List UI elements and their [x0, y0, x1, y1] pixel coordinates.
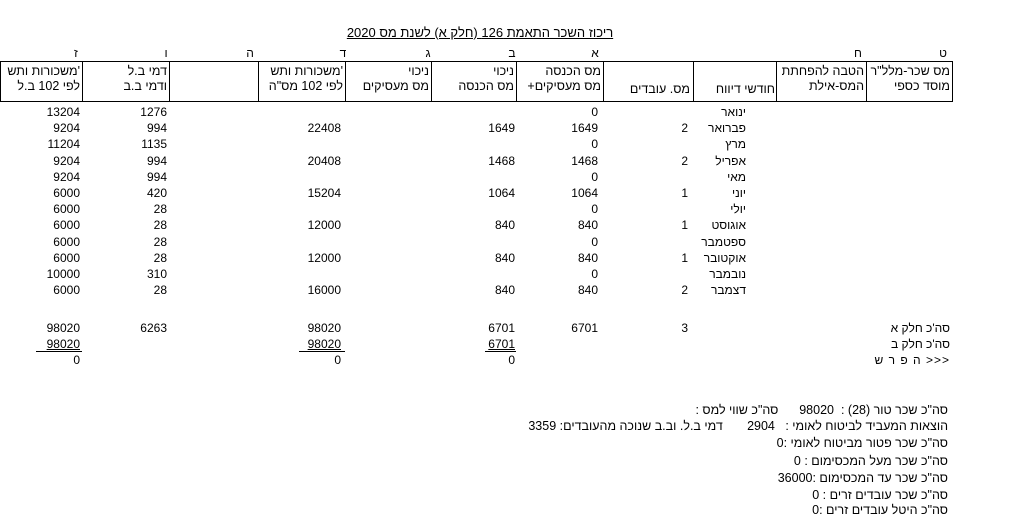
row-alef: 1468 [571, 153, 598, 168]
total-part-b-dalet: 98020 [307, 337, 341, 351]
row-employees: 2 [681, 153, 688, 168]
total-part-b-label: סה'כ חלק ב [890, 337, 950, 351]
row-alef: 1064 [571, 186, 598, 200]
row-vav: 1135 [141, 137, 167, 152]
row-alef: 0 [591, 267, 598, 281]
row-alef: 0 [591, 105, 598, 119]
row-alef: 0 [591, 202, 598, 217]
header-divider [345, 61, 346, 102]
footer-exempt-wages: סה"כ שכר פטור מביטוח לאומי :0 [776, 436, 948, 450]
row-bet: 840 [494, 283, 515, 298]
header-divider [952, 61, 953, 102]
col-letter-alef: א [591, 46, 599, 60]
header-divider [431, 61, 432, 102]
row-month: אוקטובר [703, 250, 746, 265]
row-zayin: 9204 [53, 169, 80, 184]
difference-label: ה פ ר ש >>> [874, 353, 950, 367]
row-alef: 840 [577, 283, 598, 298]
row-employees: 1 [681, 186, 688, 200]
row-bet: 1468 [488, 153, 515, 168]
total-part-b-zayin: 98020 [46, 337, 80, 351]
header-gimel: ניכוי מס מעסיקים [362, 64, 429, 93]
total-part-a-label: סה'כ חלק א [890, 321, 950, 335]
row-vav: 994 [146, 153, 167, 168]
total-part-a-dalet: 98020 [307, 321, 341, 335]
difference-dalet: 0 [334, 353, 341, 367]
row-zayin: 11204 [47, 137, 80, 152]
row-employees: 1 [681, 218, 688, 233]
total-part-a-alef: 6701 [571, 321, 598, 335]
header-months: חודשי דיווח [715, 82, 775, 96]
row-dalet: 22408 [307, 121, 341, 136]
header-zayin: משכורות ותש' לפי 102 ב.ל [7, 64, 80, 93]
col-letter-he: ה [246, 46, 254, 60]
row-alef: 0 [591, 137, 598, 152]
footer-employer-ni-expenses: הוצאות המעביד לביטוח לאומי : 2904 דמי ב.ל. וב.ב שנוכה מהעובדים: 3359 [528, 419, 948, 433]
row-vav: 28 [153, 218, 167, 233]
total-part-a-bet: 6701 [488, 321, 515, 335]
footer-foreign-wages: סה"כ שכר עובדים זרים : 0 [812, 488, 948, 502]
difference-bet: 0 [508, 353, 515, 367]
header-bottom-border [0, 101, 952, 102]
row-dalet: 12000 [307, 250, 341, 265]
header-divider [82, 61, 83, 102]
row-zayin: 10000 [46, 267, 80, 281]
row-month: פברואר [708, 121, 746, 136]
header-bet: ניכוי מס הכנסה [458, 64, 514, 93]
row-vav: 994 [146, 169, 167, 184]
row-alef: 1649 [571, 121, 598, 136]
row-vav: 994 [146, 121, 167, 136]
row-month: מרץ [725, 137, 746, 152]
col-letter-bet: ב [508, 46, 516, 60]
row-zayin: 6000 [53, 202, 80, 217]
row-dalet: 15204 [307, 186, 341, 200]
row-vav: 28 [153, 250, 167, 265]
row-employees: 1 [681, 250, 688, 265]
footer-foreign-levy: סה"כ היטל עובדים זרים :0 [812, 503, 948, 517]
footer-above-max: סה"כ שכר מעל המכסימום : 0 [793, 454, 948, 468]
col-letter-gimel: ג [425, 46, 431, 60]
row-month: אפריל [715, 153, 746, 168]
row-zayin: 6000 [53, 186, 80, 200]
col-letter-dalet: ד [339, 46, 347, 60]
header-divider [776, 61, 777, 102]
row-dalet: 12000 [307, 218, 341, 233]
header-vav: דמי ב.ל ודמי ב.ב [123, 64, 167, 93]
row-month: ספטמבר [701, 234, 746, 249]
header-divider [0, 61, 1, 102]
header-divider [866, 61, 867, 102]
header-top-border [0, 61, 952, 62]
underline [299, 351, 345, 352]
row-bet: 840 [494, 218, 515, 233]
row-dalet: 16000 [307, 283, 341, 298]
row-vav: 28 [153, 234, 167, 249]
total-part-b-bet: 6701 [488, 337, 515, 351]
total-part-a-vav: 6263 [140, 321, 167, 335]
row-dalet: 20408 [307, 153, 341, 168]
col-letter-zayin: ז [74, 46, 78, 60]
report-title: ריכוז השכר התאמת 126 (חלק א) לשנת מס 2020 [346, 25, 614, 40]
col-letter-vav: ו [164, 46, 168, 60]
header-divider [169, 61, 170, 102]
total-part-a-employees: 3 [681, 321, 688, 335]
row-employees: 2 [681, 121, 688, 136]
row-bet: 1064 [488, 186, 515, 200]
difference-zayin: 0 [73, 353, 80, 367]
row-month: מאי [727, 169, 746, 184]
header-alef: מס הכנסה +מס מעסיקים [527, 64, 601, 93]
footer-total-wages-28: סה"כ שכר טור (28) : 98020 סה"כ שווי למס : [695, 403, 948, 417]
total-part-a-zayin: 98020 [46, 321, 80, 335]
col-letter-het: ח [854, 46, 862, 60]
row-month: ינואר [721, 105, 746, 119]
header-divider [516, 61, 517, 102]
row-month: אוגוסט [711, 218, 746, 233]
row-vav: 310 [146, 267, 167, 281]
row-bet: 1649 [488, 121, 515, 136]
row-alef: 0 [591, 234, 598, 249]
header-divider [258, 61, 259, 102]
row-month: יולי [730, 202, 746, 217]
row-vav: 28 [153, 283, 167, 298]
row-zayin: 13204 [46, 105, 80, 119]
row-alef: 840 [577, 218, 598, 233]
row-zayin: 6000 [53, 283, 80, 298]
row-zayin: 6000 [53, 218, 80, 233]
row-zayin: 9204 [53, 121, 80, 136]
row-zayin: 6000 [53, 250, 80, 265]
row-zayin: 9204 [53, 153, 80, 168]
row-month: דצמבר [710, 283, 746, 298]
row-vav: 1276 [140, 105, 167, 119]
row-month: נובמבר [709, 267, 746, 281]
header-employees: מס. עובדים [629, 82, 690, 96]
header-divider [603, 61, 604, 102]
underline [485, 351, 516, 352]
row-zayin: 6000 [53, 234, 80, 249]
underline [36, 351, 82, 352]
row-alef: 0 [591, 169, 598, 184]
row-alef: 840 [577, 250, 598, 265]
row-vav: 420 [146, 186, 167, 200]
footer-up-to-max: סה"כ שכר עד המכסימום :36000 [777, 471, 948, 485]
col-letter-tet: ט [939, 46, 947, 60]
header-divider [693, 61, 694, 102]
row-employees: 2 [681, 283, 688, 298]
header-het: הטבה להפחתת המס-אילת [781, 64, 864, 93]
header-dalet: משכורות ותש' לפי 102 מס"ה [268, 64, 343, 93]
header-tet: מס שכר-מלל"ר מוסד כספי [870, 64, 950, 93]
row-bet: 840 [494, 250, 515, 265]
row-vav: 28 [153, 202, 167, 217]
row-month: יוני [731, 186, 746, 200]
